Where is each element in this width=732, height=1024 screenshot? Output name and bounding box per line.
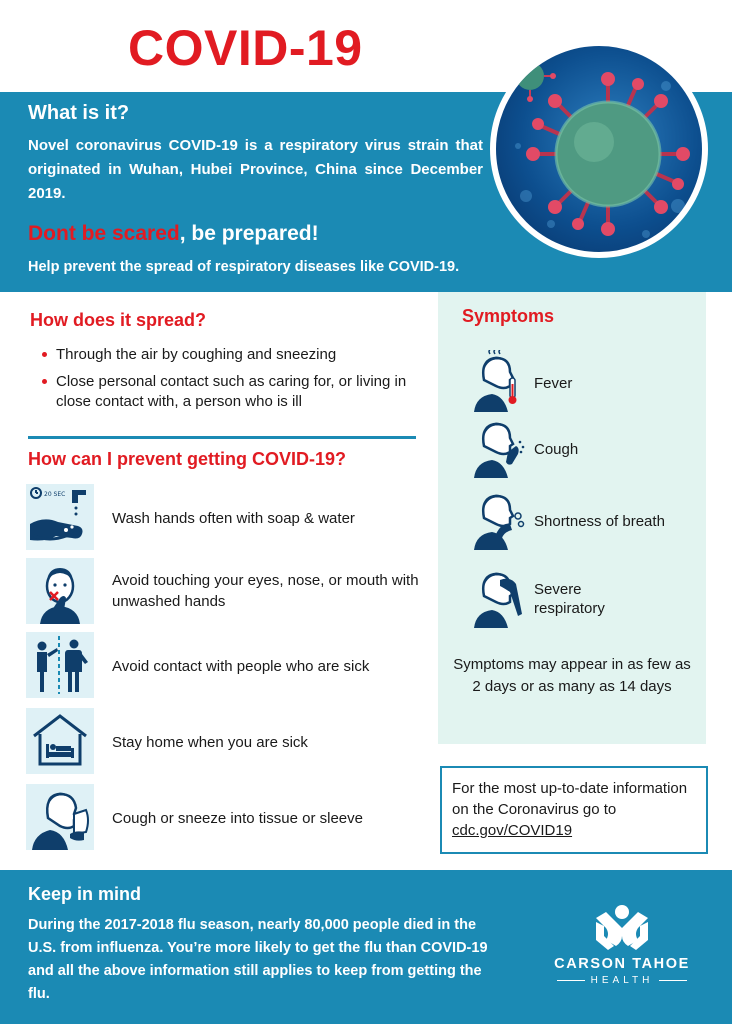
symptom-label: Cough xyxy=(534,441,579,458)
carson-tahoe-logo xyxy=(540,900,704,995)
symptom-label: Shortness of breath xyxy=(534,513,665,530)
cough-icon xyxy=(470,416,526,478)
spread-list xyxy=(42,345,422,419)
logo-subtitle: HEALTH xyxy=(540,975,704,986)
prevent-text: Wash hands often with soap & water xyxy=(112,510,355,527)
symptom-label: Fever xyxy=(534,375,573,392)
prevent-item-cover-cough xyxy=(26,784,436,850)
fever-icon xyxy=(470,350,526,412)
keep-in-mind-body: During the 2017-2018 flu season, nearly 80,000 people died in the U.S. from influenza. You’re more likely to get the flu than COVID-19 and all the above information still applies to keep from getting the flu. xyxy=(28,917,488,1002)
respiratory-icon xyxy=(470,566,526,628)
list-item: Close personal contact such as caring for, or living in close contact with, a person who is ill xyxy=(42,372,422,412)
symptom-label: Severe respiratory xyxy=(534,581,605,617)
symptoms-note: Symptoms may appear in as few as 2 days or as many as 14 days xyxy=(453,656,691,695)
tagline xyxy=(28,222,319,246)
distance-icon xyxy=(26,632,94,698)
coronavirus-illustration xyxy=(490,40,708,258)
tissue-cough-icon xyxy=(26,784,94,850)
list-item: Through the air by coughing and sneezing xyxy=(42,345,422,365)
prevent-text: Stay home when you are sick xyxy=(112,734,308,751)
svg-text:20 SEC: 20 SEC xyxy=(44,491,66,498)
prevent-item-avoid-contact xyxy=(26,632,436,698)
prevent-text: Avoid contact with people who are sick xyxy=(112,658,370,675)
prevent-text: Avoid touching your eyes, nose, or mouth with unwashed hands xyxy=(112,572,419,610)
info-text: For the most up-to-date information on the Coronavirus go to xyxy=(452,780,688,818)
carson-tahoe-emblem-icon xyxy=(540,900,704,956)
cdc-link[interactable]: cdc.gov/COVID19 xyxy=(452,822,573,839)
symptom-cough xyxy=(470,416,700,478)
prevent-item-avoid-touching xyxy=(26,558,436,624)
spread-heading: How does it spread? xyxy=(30,310,207,330)
hand-washing-icon xyxy=(26,484,94,550)
symptom-fever xyxy=(470,350,700,412)
help-line: Help prevent the spread of respiratory diseases like COVID-19. xyxy=(28,259,460,275)
breath-icon xyxy=(470,488,526,550)
tagline-rest: , be prepared! xyxy=(179,222,319,245)
intro-body: Novel coronavirus COVID-19 is a respiratory virus strain that originated in Wuhan, Hubei Province, China since December 2019. xyxy=(28,137,483,202)
keep-in-mind-heading: Keep in mind xyxy=(28,884,142,904)
prevent-item-stay-home xyxy=(26,708,436,774)
symptom-severe-respiratory xyxy=(470,566,700,628)
logo-name: CARSON TAHOE xyxy=(554,956,690,972)
prevent-heading: How can I prevent getting COVID-19? xyxy=(28,449,347,469)
symptom-shortness-of-breath xyxy=(470,488,700,550)
symptoms-heading: Symptoms xyxy=(462,306,555,326)
prevent-text: Cough or sneeze into tissue or sleeve xyxy=(112,810,363,827)
intro-heading: What is it? xyxy=(28,102,130,124)
section-divider xyxy=(28,436,416,439)
cdc-info-box xyxy=(440,766,708,854)
tagline-red: Dont be scared xyxy=(28,222,180,245)
face-touch-icon xyxy=(26,558,94,624)
stay-home-icon xyxy=(26,708,94,774)
prevent-item-wash-hands xyxy=(26,484,436,550)
page-title: COVID-19 xyxy=(128,20,363,76)
